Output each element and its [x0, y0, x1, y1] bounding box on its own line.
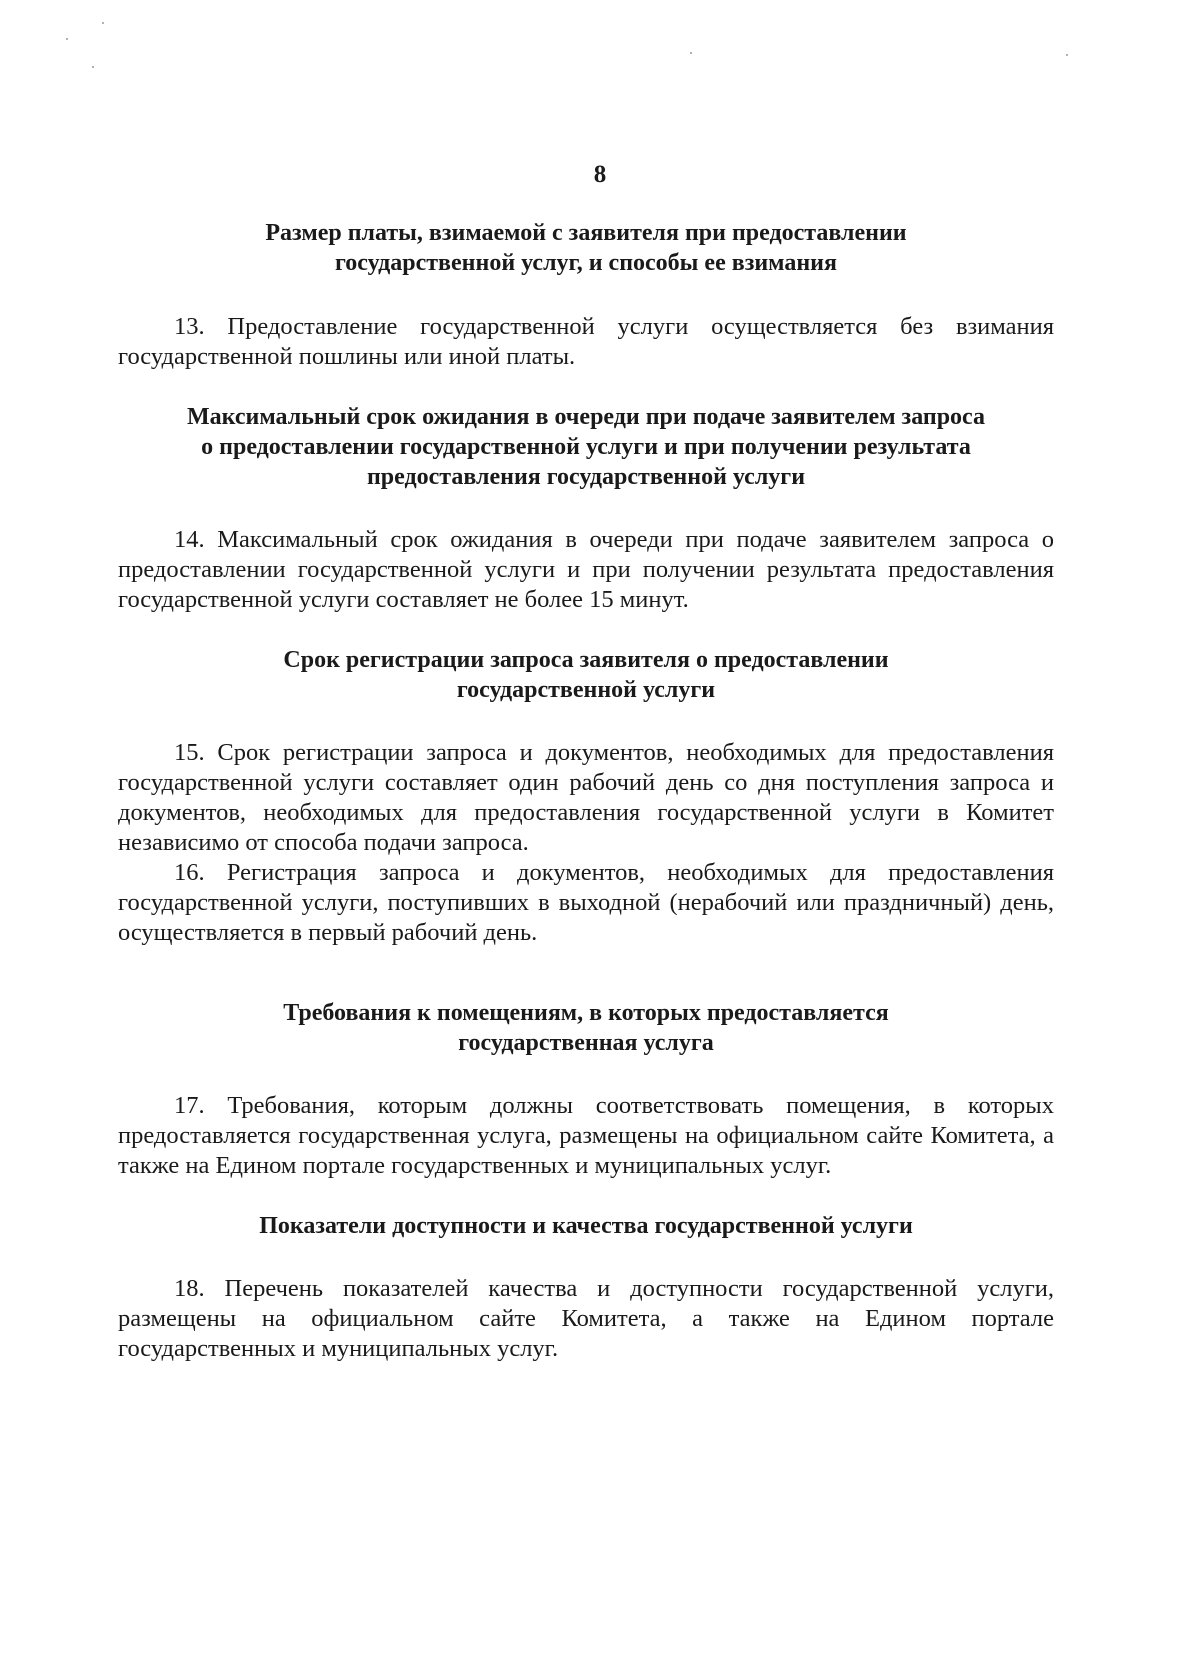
paragraph-14: 14. Максимальный срок ожидания в очереди при подаче заявителем запроса о предоставлении государственной услуги и при получении результата предоставления государственной услуги составляет не более 15 минут. [118, 526, 1054, 613]
section-heading-queue-time [118, 402, 1054, 492]
heading-line: предоставления государственной услуги [366, 464, 806, 490]
paragraph-13: 13. Предоставление государственной услуги осуществляется без взимания государственной пошлины или иной платы. [118, 313, 1054, 370]
heading-line: Требования к помещениям, в которых предоставляется [283, 1000, 889, 1026]
heading-line: Размер платы, взимаемой с заявителя при предоставлении [265, 220, 907, 246]
document-body [118, 218, 1054, 1364]
heading-line: Показатели доступности и качества государственной услуги [259, 1213, 913, 1239]
heading-line: о предоставлении государственной услуги и при получении результата [201, 434, 971, 460]
paragraph-15: 15. Срок регистрации запроса и документов, необходимых для предоставления государственной услуги составляет один рабочий день со дня поступления запроса и документов, необходимых для предоставления государственной услуги в Комитет независимо от способа подачи запроса. [118, 739, 1054, 856]
scan-speck [102, 22, 104, 24]
paragraph-18: 18. Перечень показателей качества и доступности государственной услуги, размещены на официальном сайте Комитета, а также на Едином портале государственных и муниципальных услуг. [118, 1275, 1054, 1362]
paragraph-16: 16. Регистрация запроса и документов, необходимых для предоставления государственной услуги, поступивших в выходной (нерабочий или праздничный) день, осуществляется в первый рабочий день. [118, 859, 1054, 946]
heading-line: государственной услуг, и способы ее взимания [335, 250, 837, 276]
paragraph-17: 17. Требования, которым должны соответствовать помещения, в которых предоставляется государственная услуга, размещены на официальном сайте Комитета, а также на Едином портале государственных и муниципальных услуг. [118, 1092, 1054, 1179]
section-heading-premises [118, 998, 1054, 1058]
heading-line: государственной услуги [456, 677, 716, 703]
scan-speck [690, 52, 692, 54]
scan-speck [1066, 54, 1068, 56]
scan-speck [66, 38, 68, 40]
section-heading-registration [118, 645, 1054, 705]
heading-line: Максимальный срок ожидания в очереди при подаче заявителем запроса [186, 404, 985, 430]
scan-speck [92, 66, 94, 68]
page-number: 8 [593, 161, 607, 188]
heading-line: Срок регистрации запроса заявителя о предоставлении [283, 647, 889, 673]
section-heading-quality-indicators [118, 1211, 1054, 1241]
section-heading-fee [118, 218, 1054, 278]
heading-line: государственная услуга [458, 1030, 714, 1056]
